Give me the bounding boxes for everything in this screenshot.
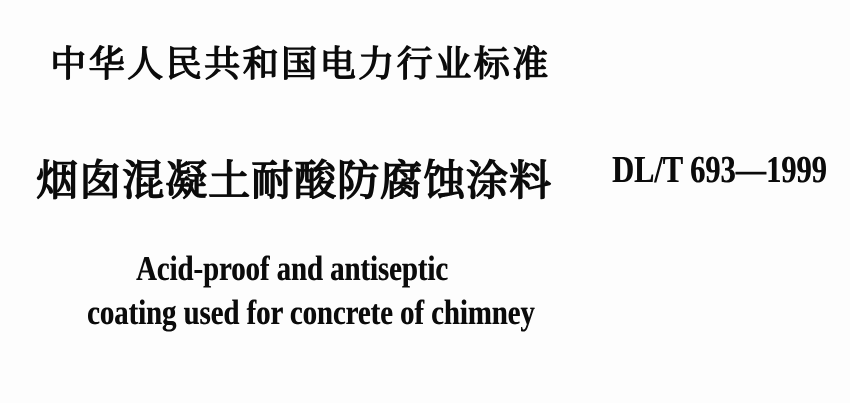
- standard-code: DL/T 693—1999: [612, 149, 827, 191]
- document-title-chinese: 烟囱混凝土耐酸防腐蚀涂料: [36, 156, 553, 205]
- english-title-line1: Acid-proof and antiseptic: [135, 249, 449, 288]
- document-title-english: [87, 247, 535, 335]
- english-title-line2: coating used for concrete of chimney: [87, 293, 535, 332]
- standard-org-line: 中华人民共和国电力行业标准: [50, 44, 551, 85]
